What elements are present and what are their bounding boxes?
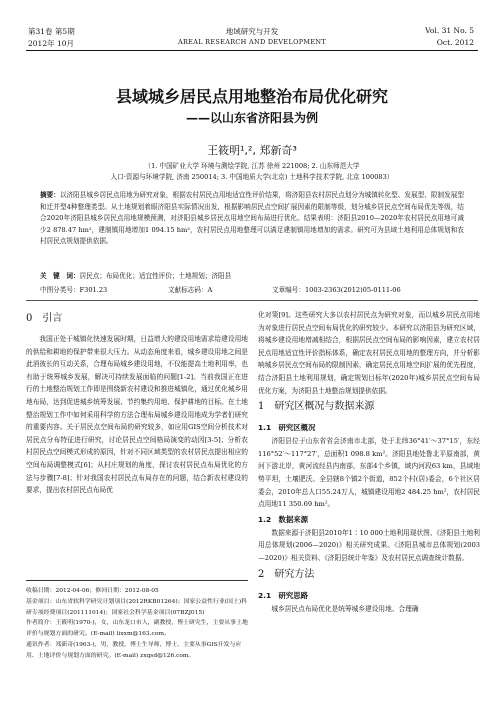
right-column xyxy=(258,309,480,615)
footnotes xyxy=(26,580,248,662)
research-idea-paragraph: 城乡居民点布局优化是统筹城乡建设用地、合理确 xyxy=(271,604,419,613)
volume-issue-en: Vol. 31 No. 5 xyxy=(425,26,474,35)
authors: 王筱明¹,², 郑新奇³ xyxy=(207,144,297,157)
subsection-heading-1-2: 1.2 数据来源 xyxy=(258,514,309,524)
journal-name-en: AREAL RESEARCH AND DEVELOPMENT xyxy=(177,38,327,46)
intro-continuation: 化对策[9]。这些研究大多以农村居民点为研究对象，而以城乡居民点用地为对象进行居民点空间布局优化的研究较少。本研究以济阳县为研究区域，将城乡建设用地增减相结合，根据居民点空间布局的影响因素，建立农村居民点用地适宜性评价指标体系，确定农村居民点用地的整理方向，并分析影响城乡居民点空间布局的限制因素，确定居民点用地空间扩展的优先程度，结合济阳县土地利用规划，确定规划目标年(2020年)城乡居民点空间布局优化方案，为济阳县土地整治规划提供依据。 xyxy=(258,311,480,395)
document-code: 文献标志码：A xyxy=(168,286,213,294)
paper-subtitle: ——以山东省济阳县为例 xyxy=(185,111,318,125)
left-column xyxy=(26,309,248,497)
footnote-author: 作者简介：王筱明(1970-)，女，山东龙口市人，副教授，博士研究生，主要从事土地评价与规划方面的研究。(E-mail) lixxm@163.com。 xyxy=(26,620,248,638)
section-heading-intro: 0 引言 xyxy=(26,313,63,324)
study-area-paragraph: 济阳县位于山东省省会济南市北部，处于北纬36°41′～37°15′，东经116°52′～117°27′，总面积1 098.8 km²。济阳县地处鲁北平原南部，黄河下游北岸，黄河流经县内南部，东部4个乡镇，域内河段63 km，县域地势平坦，土壤肥沃。全县辖8个镇2个街道，852个村(居)委会，6个社区居委会，2010年总人口55.24万人，城镇建设用地2 484.25 hm²，农村居民点用地11 350.69 hm²。 xyxy=(258,437,480,509)
journal-name-cn: 地域研究与开发 xyxy=(225,27,279,36)
affiliation-line-1: （1. 中国矿业大学 环境与测绘学院, 江苏 徐州 221008; 2. 山东师范大学 xyxy=(144,162,360,170)
keywords-text: 居民点；布局优化；适宜性评价；土地规划；济阳县 xyxy=(79,272,232,280)
metadata-rule xyxy=(26,300,478,301)
paper-title: 县域城乡居民点用地整治布局优化研究 xyxy=(115,87,388,106)
abstract xyxy=(40,190,464,248)
footnote-received: 收稿日期：2012-04-06；修回日期：2012-08-05 xyxy=(26,588,159,594)
subsection-heading-2-1: 2.1 研究思路 xyxy=(258,590,309,600)
running-header xyxy=(0,0,504,58)
abstract-text: 以济阳县城乡居民点用地为研究对象，根据农村居民点用地适宜性评价结果，将济阳县农村居民点划分为城镇转化型、发展型、限制发展型和迁并型4种整理类型。从土地规划着眼济阳县实际情况出发，根据影响居民点空间扩展因素的限制等级，划分城乡居民点空间布局优先等级，结合2020年济阳县城乡居民点用地规模预测，对济阳县城乡居民点用地空间布局进行优化。结果表明：济阳县2010—2020年农村居民点用地可减少2 878.47 hm²，建制镇用地增加1 094.15 hm²，农村居民点用地整理可以满足建制镇用地增加的需求。研究可为县域土地利用总体规划和农村居民点规划提供依据。 xyxy=(40,191,465,246)
section-heading-2: 2 研究方法 xyxy=(258,568,315,580)
affiliation-line-2: 人口·资源与环境学院, 济南 250014; 3. 中国地质大学(北京) 土地科学技术学院, 北京 100083） xyxy=(110,173,394,181)
section-heading-1: 1 研究区概况与数据来源 xyxy=(258,401,375,413)
article-number: 文章编号：1003-2363(2012)05-0111-06 xyxy=(272,286,401,294)
subsection-heading-1-1: 1.1 研究区概况 xyxy=(258,423,316,433)
intro-paragraph: 我国正处于城镇化快速发展时期，日益增大的建设用地需求给建设用地的供给和耕地的保护带来很大压力。从动态角度来看，城乡建设用地之间是此消彼长的互动关系，合理布局城乡建设用地，不仅能提高土地利用率，也有助于统筹城乡发展，解决可持续发展面临的问题[1-2]。当前我国正在进行的土地整治规划工作即是围绕新农村建设和推进城镇化，通过优化城乡用地布局，达到促进城乡统筹发展、节约集约用地、保护耕地的目标。在土地整治规划工作中如何采用科学的方法合理布局城乡建设用地成为学者们研究的重要内容。关于居民点空间布局的研究较多，如应用GIS空间分析技术对居民点分布特征进行研究，讨论居民点空间格局演变的动因[3-5]；分析农村居民点空间模式形成的原因，针对不同区域类型的农村居民点提出相应的空间布局调整模式[6]；从村庄规划的角度，探讨农村居民点布局优化的方法与步骤[7-8]；针对我国农村居民点布局存在的问题，结合新农村建设的要求，提出农村居民点布局优 xyxy=(26,335,248,495)
header-rule xyxy=(26,50,478,51)
date-cn: 2012年 10月 xyxy=(28,39,75,48)
date-en: Oct. 2012 xyxy=(436,38,474,47)
clc-number: 中图分类号：F301.23 xyxy=(40,286,108,294)
volume-issue-cn: 第31卷 第5期 xyxy=(28,27,75,36)
keywords-label: 关 键 词： xyxy=(40,272,80,280)
footnote-corresponding: 通讯作者：郑新奇(1963-)，男，教授，博士生导师，博士，主要从事GIS开发与应用、土地评价与规划方面的研究。(E-mail) zxqsd@126.com。 xyxy=(26,641,242,659)
data-source-paragraph: 数据来源于济阳县2010年1∶10 000土地利用现状图、《济阳县土地利用总体规划(2006—2020)》相关研究成果、《济阳县城市总体规划(2003—2020)》相关资料、《济阳县统计年鉴》及农村居民点调查统计数据。 xyxy=(258,528,480,562)
keywords xyxy=(40,270,231,280)
abstract-label: 摘要： xyxy=(40,191,60,199)
footnote-funding: 基金项目：山东省软科学研究计划项目(2012RKB01264)；国家公益性行业(国土)科研专项经费项目(201111014)；国家社会科学基金项目(07BZJ015) xyxy=(26,598,248,616)
